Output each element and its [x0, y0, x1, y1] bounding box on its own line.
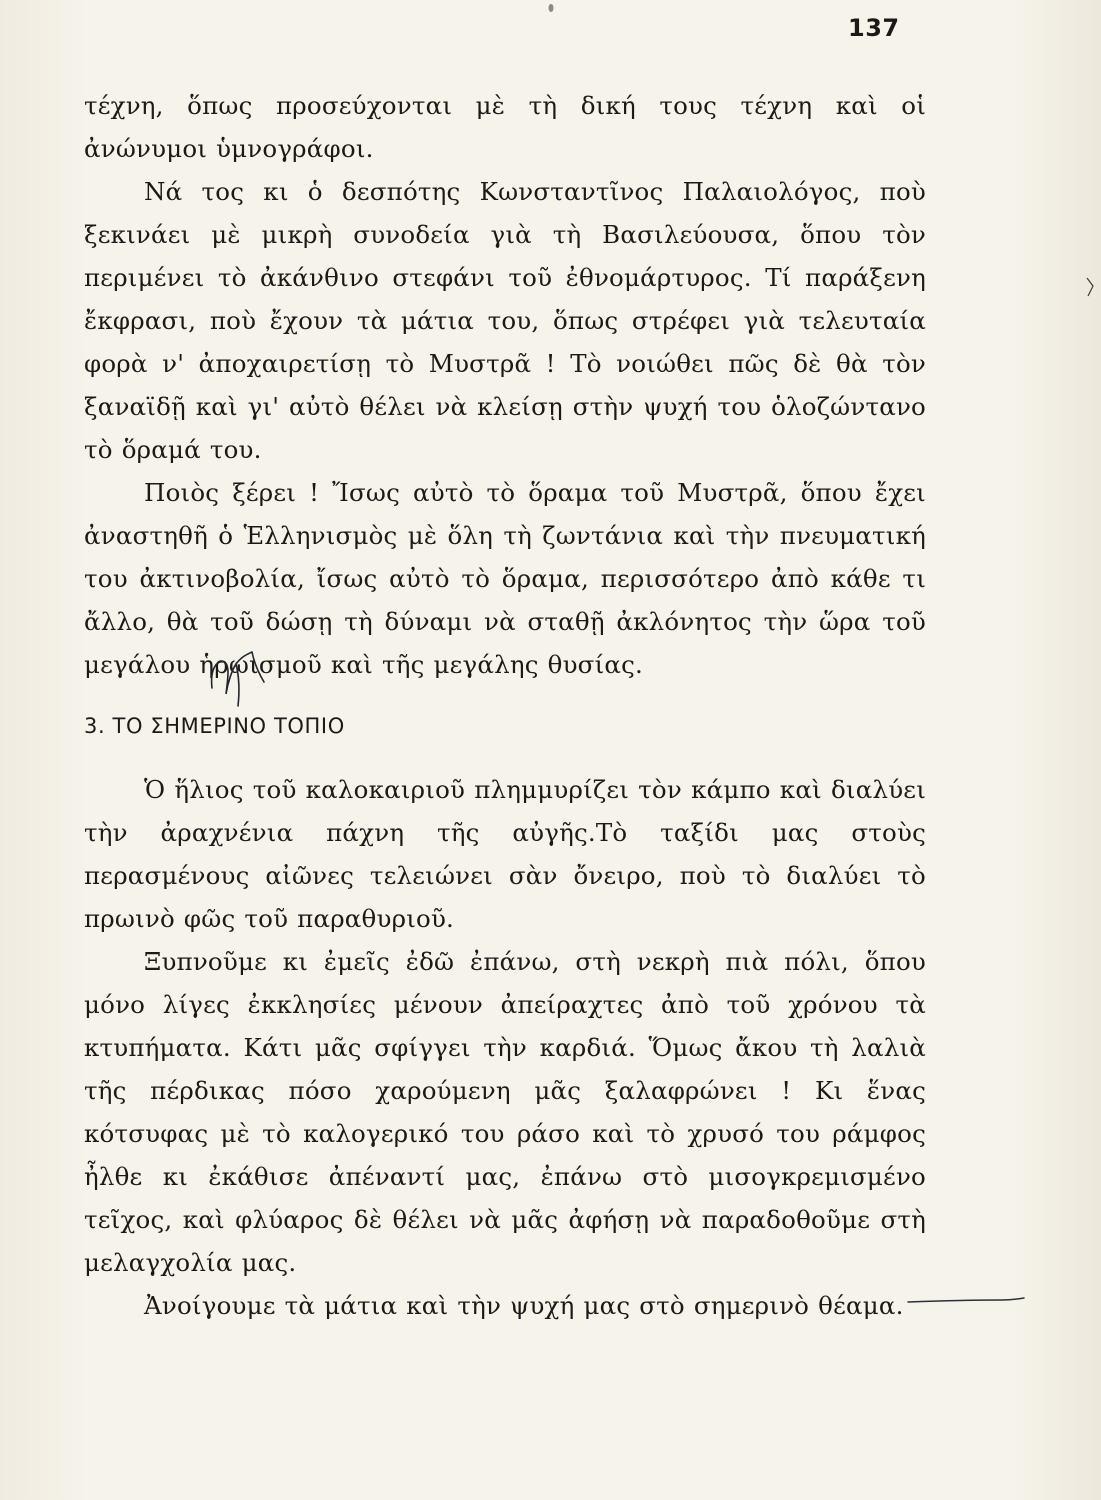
margin-mark-icon: [1084, 276, 1096, 298]
paragraph-1: τέχνη, ὅπως προσεύχονται μὲ τὴ δική τους τέχνη καὶ οἱ ἀνώνυμοι ὑμνογράφοι.: [84, 91, 926, 163]
ink-speck-icon: [546, 0, 556, 12]
lower-text-block: [84, 768, 926, 1327]
paragraph-6: Ἀνοίγουμε τὰ μάτια καὶ τὴν ψυχή μας στὸ σημερινὸ θέαμα.: [144, 1291, 904, 1320]
handwritten-initials-icon: [206, 648, 268, 710]
paragraph-2: Νά τος κι ὁ δεσπότης Κωνσταντῖνος Παλαιολόγος, ποὺ ξεκινάει μὲ μικρὴ συνοδεία γιὰ τὴ Βασιλεύουσα, ὅπου τὸν περιμένει τὸ ἀκάνθινο στεφάνι τοῦ ἐθνομάρτυρος. Τί παράξενη ἔκφρασι, ποὺ ἔχουν τὰ μάτια του, ὅπως στρέφει γιὰ τελευταία φορὰ ν' ἀποχαιρετίσῃ τὸ Μυστρᾶ ! Τὸ νοιώθει πῶς δὲ θὰ τὸν ξαναϊδῇ καὶ γι' αὐτὸ θέλει νὰ κλείσῃ στὴν ψυχή του ὁλοζώντανο τὸ ὅραμά του.: [84, 177, 926, 464]
section-heading: 3. ΤΟ ΣΗΜΕΡΙΝΟ ΤΟΠΙΟ: [84, 714, 345, 738]
paragraph-5: Ξυπνοῦμε κι ἐμεῖς ἐδῶ ἐπάνω, στὴ νεκρὴ πιὰ πόλι, ὅπου μόνο λίγες ἐκκλησίες μένουν ἀπείραχτες ἀπὸ τοῦ χρόνου τὰ κτυπήματα. Κάτι μᾶς σφίγγει τὴν καρδιά. Ὅμως ἄκου τὴ λαλιὰ τῆς πέρδικας πόσο χαρούμενη μᾶς ξαλαφρώνει ! Κι ἕνας κότσυφας μὲ τὸ καλογερικό του ράσο καὶ τὸ χρυσό του ράμφος ἦλθε κι ἐκάθισε ἀπέναντί μας, ἐπάνω στὸ μισογκρεμισμένο τεῖχος, καὶ φλύαρος δὲ θέλει νὰ μᾶς ἀφήσῃ νὰ παραδοθοῦμε στὴ μελαγχολία μας.: [84, 947, 926, 1277]
paragraph-4: Ὁ ἥλιος τοῦ καλοκαιριοῦ πλημμυρίζει τὸν κάμπο καὶ διαλύει τὴν ἀραχνένια πάχνη τῆς αὐγῆς.Τὸ ταξίδι μας στοὺς περασμένους αἰῶνες τελειώνει σὰν ὄνειρο, ποὺ τὸ διαλύει τὸ πρωινὸ φῶς τοῦ παραθυριοῦ.: [84, 775, 926, 933]
pencil-stroke-icon: [906, 1290, 1026, 1310]
page-number: 137: [848, 14, 900, 42]
paragraph-3: Ποιὸς ξέρει ! Ἴσως αὐτὸ τὸ ὅραμα τοῦ Μυστρᾶ, ὅπου ἔχει ἀναστηθῆ ὁ Ἑλληνισμὸς μὲ ὅλη τὴ ζωντάνια καὶ τὴν πνευματική του ἀκτινοβολία, ἴσως αὐτὸ τὸ ὅραμα, περισσότερο ἀπὸ κάθε τι ἄλλο, θὰ τοῦ δώσῃ τὴ δύναμι νὰ σταθῇ ἀκλόνητος τὴν ὥρα τοῦ μεγάλου ἡρωισμοῦ καὶ τῆς μεγάλης θυσίας.: [84, 478, 926, 679]
upper-text-block: [84, 84, 926, 686]
